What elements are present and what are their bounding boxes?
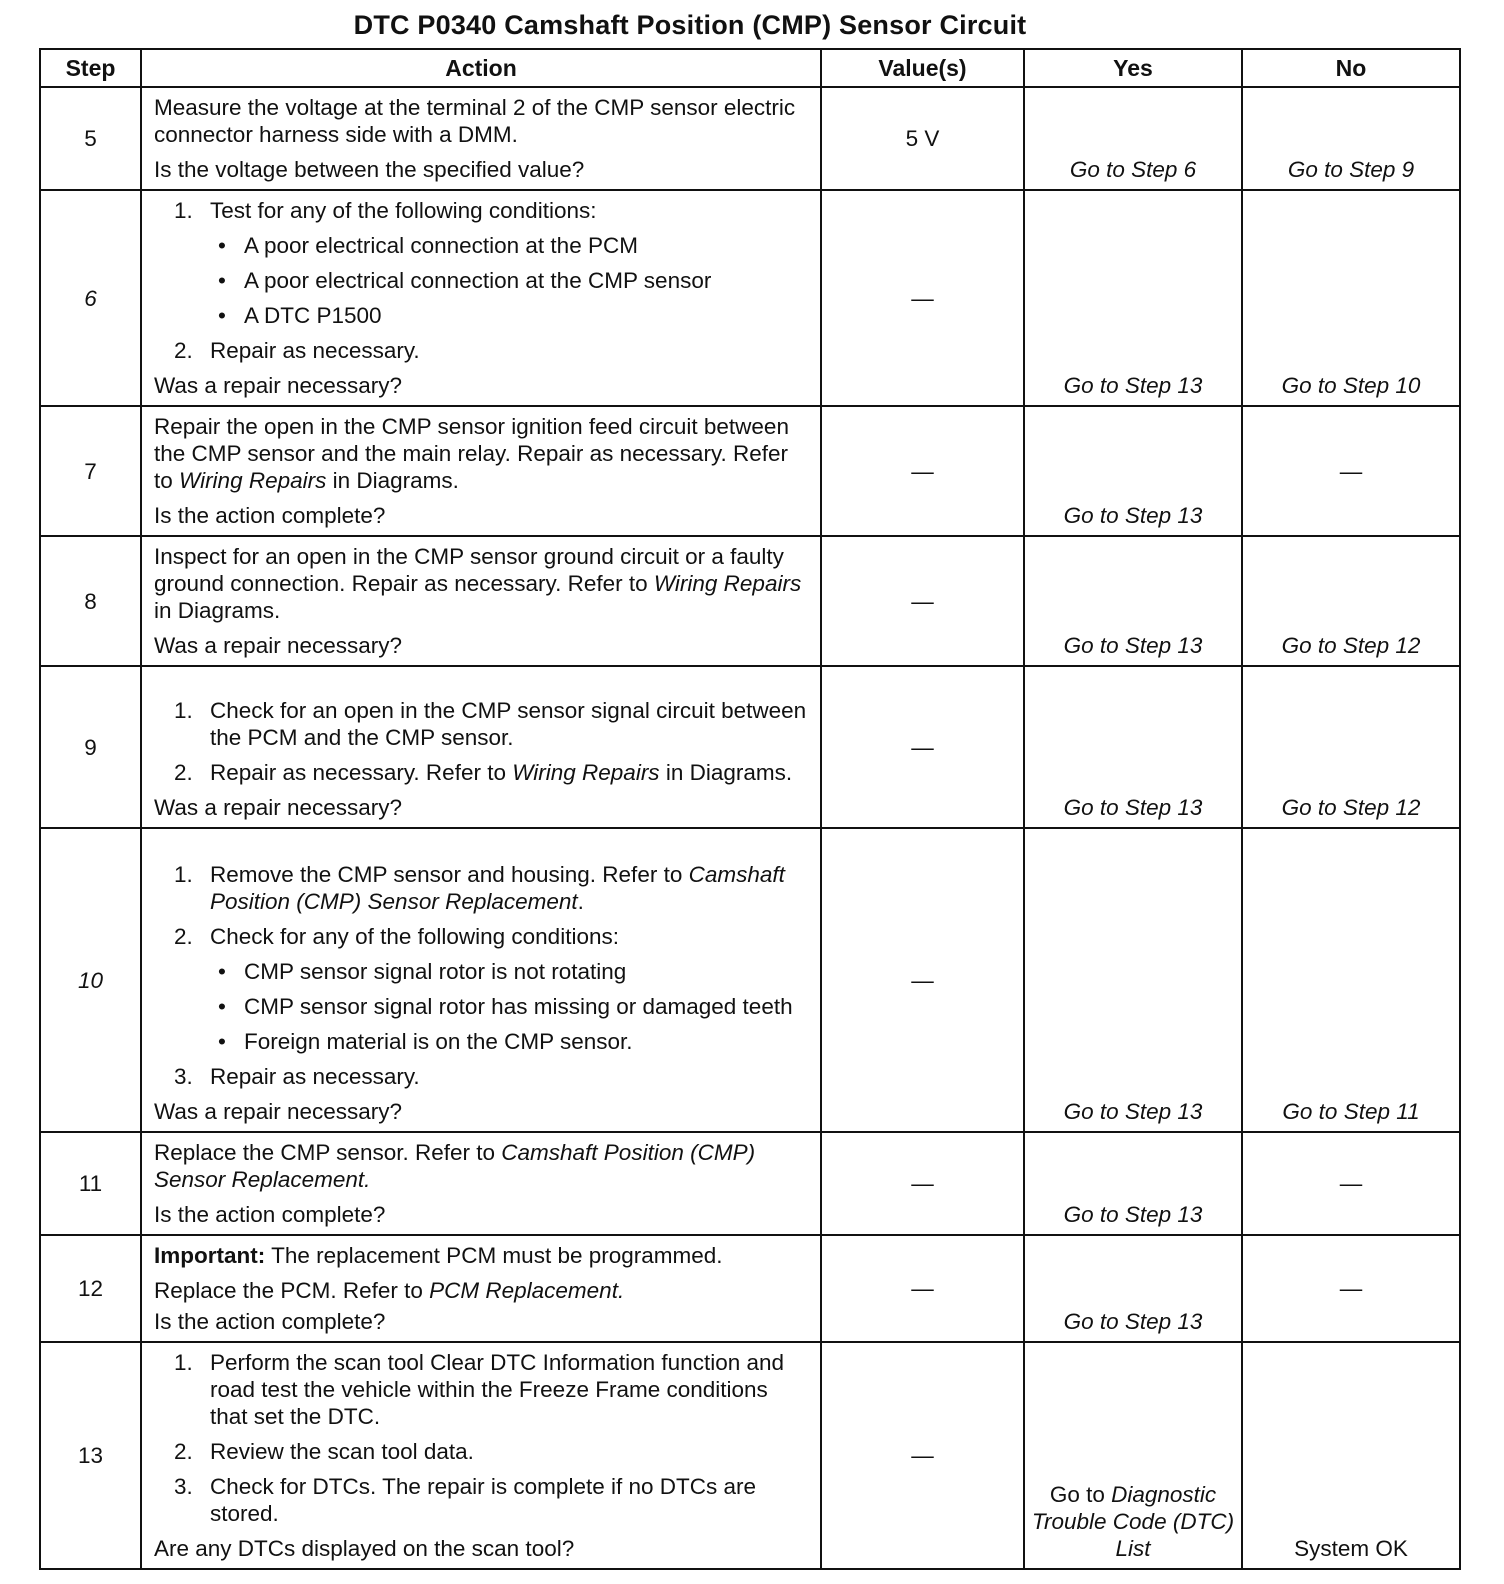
action-cell bbox=[141, 87, 821, 190]
action-question: Was a repair necessary? bbox=[154, 1099, 403, 1124]
action-question: Is the action complete? bbox=[154, 503, 386, 528]
no-cell: — bbox=[1242, 1132, 1460, 1235]
value-cell: — bbox=[821, 406, 1024, 536]
table-row-step-10 bbox=[40, 828, 1460, 1132]
value-cell: — bbox=[821, 536, 1024, 666]
action-question: Is the action complete? bbox=[154, 1309, 386, 1334]
action-text: Replace the CMP sensor. Refer to Camshaft Position (CMP) Sensor Replacement. bbox=[154, 1140, 756, 1192]
numbered-item: 2. Repair as necessary. bbox=[174, 338, 420, 363]
table-row-step-13 bbox=[40, 1342, 1460, 1569]
action-question: Was a repair necessary? bbox=[154, 633, 403, 658]
no-cell: Go to Step 12 bbox=[1242, 666, 1460, 828]
numbered-item: 1. Check for an open in the CMP sensor signal circuit between the PCM and the CMP sensor. bbox=[174, 698, 807, 750]
yes-cell: Go to Step 6 bbox=[1024, 87, 1242, 190]
numbered-item: 1. Perform the scan tool Clear DTC Information function and road test the vehicle within the Freeze Frame conditions that set the DTC. bbox=[174, 1350, 785, 1429]
action-text: Inspect for an open in the CMP sensor ground circuit or a faulty ground connection. Repair as necessary. Refer to Wiring Repairs in Diagrams. bbox=[154, 544, 802, 623]
important-note: Important: The replacement PCM must be programmed. bbox=[154, 1243, 723, 1268]
table-header-row bbox=[40, 49, 1460, 87]
header-yes: Yes bbox=[1024, 49, 1242, 87]
step-number: 10 bbox=[40, 828, 141, 1132]
step-number: 6 bbox=[40, 190, 141, 406]
yes-cell: Go to Step 13 bbox=[1024, 536, 1242, 666]
step-number: 11 bbox=[40, 1132, 141, 1235]
no-cell: Go to Step 12 bbox=[1242, 536, 1460, 666]
header-values: Value(s) bbox=[821, 49, 1024, 87]
action-question: Is the action complete? bbox=[154, 1202, 386, 1227]
bullet-item: • A poor electrical connection at the PCM bbox=[218, 233, 638, 258]
action-text: Replace the PCM. Refer to PCM Replacement. bbox=[154, 1278, 625, 1303]
action-cell bbox=[141, 666, 821, 828]
value-cell: — bbox=[821, 828, 1024, 1132]
action-cell bbox=[141, 1342, 821, 1569]
yes-cell: Go to Step 13 bbox=[1024, 828, 1242, 1132]
bullet-item: • A DTC P1500 bbox=[218, 303, 382, 328]
table-row-step-8 bbox=[40, 536, 1460, 666]
numbered-item: 1. Remove the CMP sensor and housing. Refer to Camshaft Position (CMP) Sensor Replacement. bbox=[174, 862, 785, 914]
diagnostic-table bbox=[39, 48, 1461, 1570]
bullet-item: • Foreign material is on the CMP sensor. bbox=[218, 1029, 633, 1054]
page-title: DTC P0340 Camshaft Position (CMP) Sensor Circuit bbox=[353, 10, 1027, 40]
header-action: Action bbox=[141, 49, 821, 87]
numbered-item: 3. Repair as necessary. bbox=[174, 1064, 420, 1089]
value-cell: — bbox=[821, 1235, 1024, 1342]
action-cell bbox=[141, 1235, 821, 1342]
action-cell bbox=[141, 406, 821, 536]
no-cell: Go to Step 10 bbox=[1242, 190, 1460, 406]
yes-cell: Go to Step 13 bbox=[1024, 1235, 1242, 1342]
numbered-item: 3. Check for DTCs. The repair is complete if no DTCs are stored. bbox=[174, 1474, 757, 1526]
numbered-item: 2. Repair as necessary. Refer to Wiring Repairs in Diagrams. bbox=[174, 760, 793, 785]
value-cell: — bbox=[821, 666, 1024, 828]
bullet-item: • CMP sensor signal rotor has missing or damaged teeth bbox=[218, 994, 793, 1019]
step-number: 8 bbox=[40, 536, 141, 666]
action-cell bbox=[141, 1132, 821, 1235]
header-step: Step bbox=[40, 49, 141, 87]
action-cell bbox=[141, 536, 821, 666]
action-question: Was a repair necessary? bbox=[154, 795, 403, 820]
step-number: 7 bbox=[40, 406, 141, 536]
yes-cell: Go to Step 13 bbox=[1024, 666, 1242, 828]
action-question: Is the voltage between the specified value? bbox=[154, 157, 585, 182]
step-number: 12 bbox=[40, 1235, 141, 1342]
table-row-step-12 bbox=[40, 1235, 1460, 1342]
no-cell: System OK bbox=[1242, 1342, 1460, 1569]
action-text: Measure the voltage at the terminal 2 of the CMP sensor electric connector harness side with a DMM. bbox=[154, 95, 796, 147]
value-cell: 5 V bbox=[821, 87, 1024, 190]
bullet-item: • A poor electrical connection at the CMP sensor bbox=[218, 268, 712, 293]
table-row-step-5 bbox=[40, 87, 1460, 190]
step-number: 9 bbox=[40, 666, 141, 828]
yes-cell: Go to Step 13 bbox=[1024, 1132, 1242, 1235]
table-row-step-9 bbox=[40, 666, 1460, 828]
table-row-step-6 bbox=[40, 190, 1460, 406]
table-row-step-7 bbox=[40, 406, 1460, 536]
value-cell: — bbox=[821, 1132, 1024, 1235]
bullet-item: • CMP sensor signal rotor is not rotating bbox=[218, 959, 627, 984]
action-cell bbox=[141, 190, 821, 406]
numbered-item: 2. Check for any of the following conditions: bbox=[174, 924, 619, 949]
step-number: 5 bbox=[40, 87, 141, 190]
value-cell: — bbox=[821, 190, 1024, 406]
numbered-item: 2. Review the scan tool data. bbox=[174, 1439, 474, 1464]
yes-cell: Go to Step 13 bbox=[1024, 190, 1242, 406]
no-cell: — bbox=[1242, 406, 1460, 536]
header-no: No bbox=[1242, 49, 1460, 87]
action-question: Was a repair necessary? bbox=[154, 373, 403, 398]
yes-cell: Go to Diagnostic Trouble Code (DTC) List bbox=[1024, 1342, 1242, 1569]
table-row-step-11 bbox=[40, 1132, 1460, 1235]
step-number: 13 bbox=[40, 1342, 141, 1569]
no-cell: Go to Step 9 bbox=[1242, 87, 1460, 190]
numbered-item: 1. Test for any of the following conditions: bbox=[174, 198, 597, 223]
no-cell: — bbox=[1242, 1235, 1460, 1342]
yes-cell: Go to Step 13 bbox=[1024, 406, 1242, 536]
action-text: Repair the open in the CMP sensor ignition feed circuit between the CMP sensor and the main relay. Repair as necessary. Refer to Wiring Repairs in Diagrams. bbox=[154, 414, 789, 493]
action-cell bbox=[141, 828, 821, 1132]
no-cell: Go to Step 11 bbox=[1242, 828, 1460, 1132]
value-cell: — bbox=[821, 1342, 1024, 1569]
action-question: Are any DTCs displayed on the scan tool? bbox=[154, 1536, 575, 1561]
